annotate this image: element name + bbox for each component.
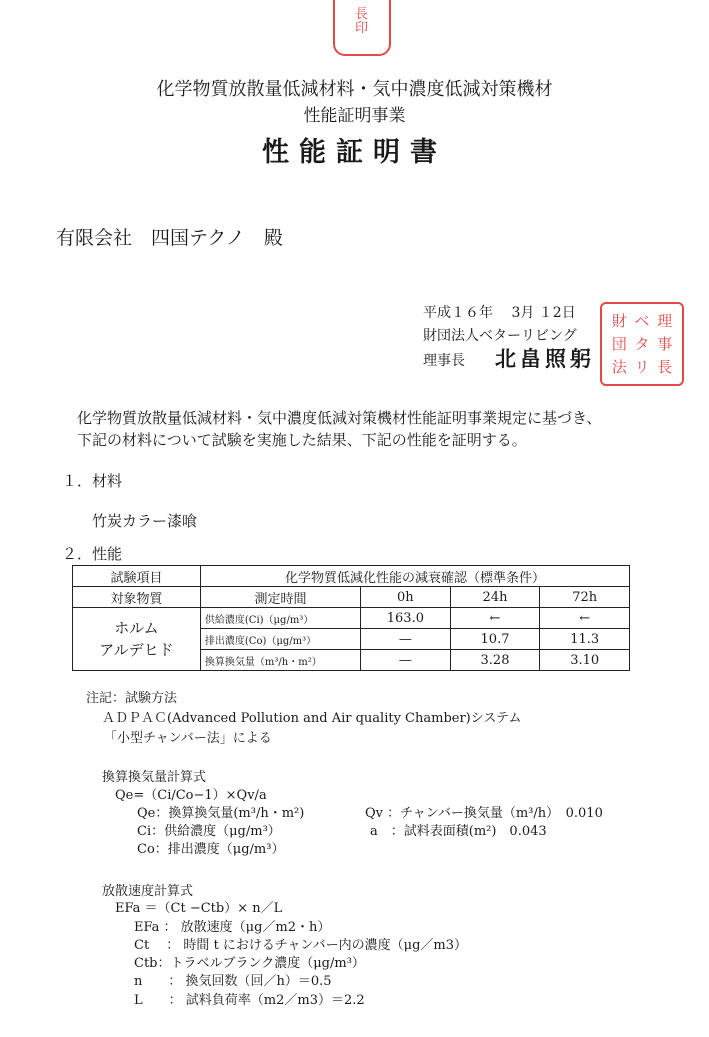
table-cell: — <box>361 650 451 671</box>
formula1-definition: Ci：供給濃度（μg/m³） <box>137 824 281 839</box>
formula1-equation: Qe=（Ci/Co−1）×Qv/a <box>115 788 267 803</box>
intro-line1: 化学物質放散量低減材料・気中濃度低減対策機材性能証明事業規定に基づき、 <box>77 409 602 427</box>
table-row <box>73 587 630 608</box>
formula2-definition: n ： 換気回数（回／h）＝0.5 <box>134 974 332 989</box>
formula2-equation: EFa ＝（Ct −Ctb）× n／L <box>115 901 283 916</box>
issue-date: 平成１６年 3月 １2日 <box>423 305 576 321</box>
formula2-definition: Ctb：トラベルブランク濃度（μg/m³） <box>134 956 365 971</box>
row-label: 供給濃度(Ci)（μg/m³） <box>200 608 360 629</box>
formula2-definition: Ct ： 時間 t におけるチャンバー内の濃度（μg／m3） <box>134 938 467 953</box>
section-performance-heading: ２．性能 <box>62 545 123 563</box>
table-cell: 163.0 <box>361 608 451 629</box>
table-cell: ← <box>450 608 540 629</box>
test-item-value: 化学物質低減化性能の減衰確認（標準条件） <box>200 566 629 587</box>
test-item-label: 試験項目 <box>73 566 201 587</box>
formula2-heading: 放散速度計算式 <box>102 884 194 899</box>
time-header: 0h <box>361 587 451 608</box>
table-cell: 3.28 <box>450 650 540 671</box>
issuer-position: 理事長 <box>423 353 465 369</box>
time-header: 72h <box>540 587 630 608</box>
top-seal-stamp: 長 印 <box>333 0 391 56</box>
issuer-name: 北畠照躬 <box>495 346 595 371</box>
row-label: 排出濃度(Co)（μg/m³） <box>200 629 360 650</box>
addressee: 有限会社 四国テクノ 殿 <box>56 227 283 249</box>
table-cell: 10.7 <box>450 629 540 650</box>
table-cell: ← <box>540 608 630 629</box>
document-title: 性能証明書 <box>262 137 447 168</box>
formula1-definition: Co：排出濃度（μg/m³） <box>137 842 285 857</box>
document-heading-line1: 化学物質放散量低減材料・気中濃度低減対策機材 <box>156 79 553 100</box>
formula1-heading: 換算換気量計算式 <box>102 770 207 785</box>
notes-heading: 注記：試験方法 <box>86 691 178 706</box>
time-label: 測定時間 <box>200 587 360 608</box>
formula1-definition: Qe：換算換気量(m³/h・m²) <box>137 806 305 821</box>
notes-line2: 「小型チャンバー法」による <box>104 731 272 746</box>
row-label: 換算換気量（m³/h・m²） <box>200 650 360 671</box>
target-label: 対象物質 <box>73 587 201 608</box>
table-cell: 3.10 <box>540 650 630 671</box>
formula1-definition: a ：試料表面積(m²) 0.043 <box>370 824 547 839</box>
performance-table <box>72 565 630 671</box>
official-seal-stamp: 財 ベ 理 団 タ 事 法 リ 長 <box>600 302 684 386</box>
formula2-definition: L ： 試料負荷率（m2／m3）＝2.2 <box>134 993 365 1008</box>
table-cell: — <box>361 629 451 650</box>
formula1-definition: Qv ：チャンバー換気量（m³/h） 0.010 <box>365 806 603 821</box>
table-row <box>73 608 630 629</box>
notes-line1: ＡＤＰＡＣ(Advanced Pollution and Air quality Chamber)システム <box>102 711 522 726</box>
issuer-organization: 財団法人ベターリビング <box>423 328 577 344</box>
table-cell: 11.3 <box>540 629 630 650</box>
document-heading-line2: 性能証明事業 <box>303 106 406 126</box>
intro-line2: 下記の材料について試験を実施した結果、下記の性能を証明する。 <box>77 431 527 449</box>
formula2-definition: EFa ： 放散速度（μg／m2・h） <box>134 920 331 935</box>
material-name: 竹炭カラー漆喰 <box>92 512 198 530</box>
time-header: 24h <box>450 587 540 608</box>
target-substance: ホルム アルデヒド <box>73 608 201 671</box>
section-material-heading: １．材料 <box>62 472 123 490</box>
table-row <box>73 566 630 587</box>
